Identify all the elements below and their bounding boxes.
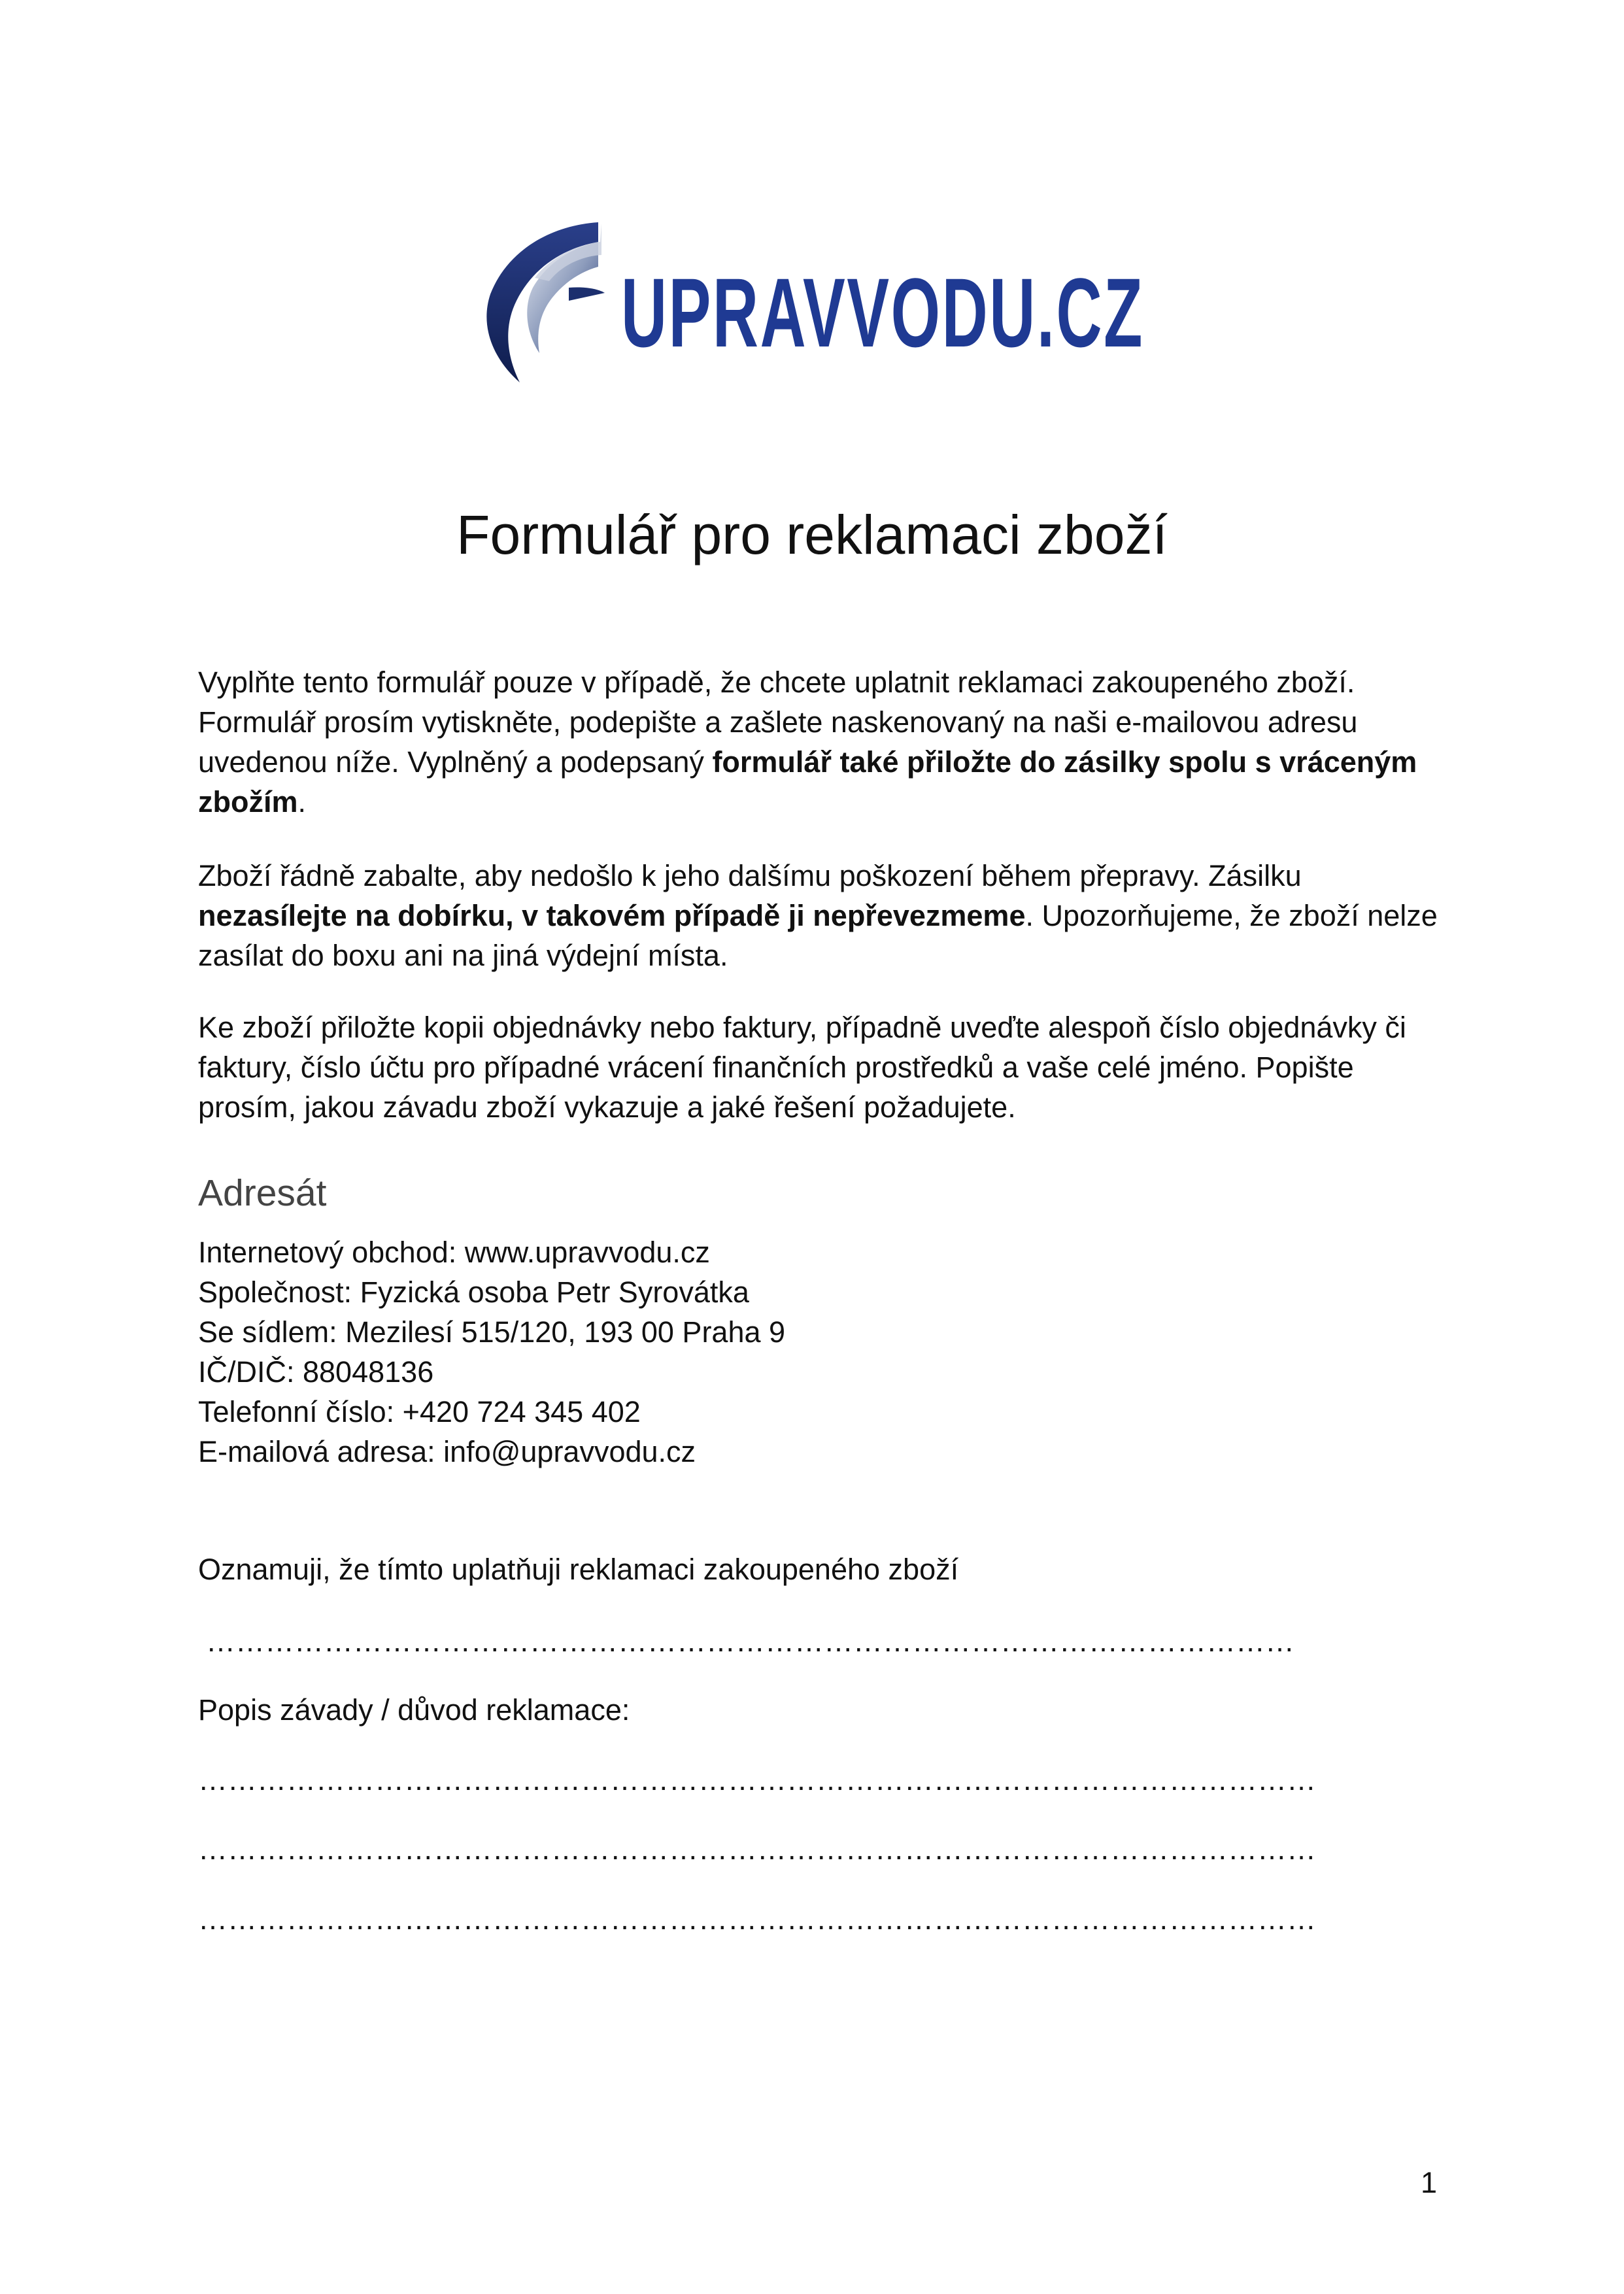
packaging-bold-text: nezasílejte na dobírku, v takovém případě ji nepřevezmeme [198,899,1026,932]
packaging-text-end: . Upozorňujeme, že zboží nelze zasílat do boxu ani na jiná výdejní místa. [198,899,1438,972]
page-number: 1 [1420,2166,1437,2199]
address-line-shop: Internetový obchod: www.upravvodu.cz [198,1236,710,1269]
defect-label: Popis závady / důvod reklamace: [198,1693,630,1727]
defect-fill-line-3[interactable]: …………………………………………………………………………………………………… [198,1902,1316,1936]
addressee-heading: Adresát [198,1172,327,1214]
packaging-paragraph [198,856,1440,975]
attachments-paragraph [198,1007,1440,1127]
logo-wordmark [621,258,1144,367]
defect-fill-line-1[interactable]: …………………………………………………………………………………………………… [198,1763,1316,1796]
goods-fill-line[interactable]: ………………………………………………………………………………………………… [206,1625,1294,1658]
page-title: Formulář pro reklamaci zboží [456,504,1168,565]
intro-paragraph [198,662,1440,822]
intro-text: Vyplňte tento formulář pouze v případě, že chcete uplatnit reklamaci zakoupeného zboží. Formulář prosím vytiskněte, podepište a zašlete naskenovaný na naši e-mailovou adresu uvedenou níže. Vyplněný a podepsaný [198,666,1358,779]
packaging-text: Zboží řádně zabalte, aby nedošlo k jeho dalšímu poškození během přepravy. Zásilku [198,859,1302,892]
address-line-email: E-mailová adresa: info@upravvodu.cz [198,1435,696,1468]
swoosh-logo-icon [471,216,1164,392]
defect-fill-line-2[interactable]: …………………………………………………………………………………………………… [198,1832,1316,1866]
address-block [198,1232,1440,1472]
address-line-seat: Se sídlem: Mezilesí 515/120, 193 00 Praha 9 [198,1315,786,1349]
address-line-phone: Telefonní číslo: +420 724 345 402 [198,1395,641,1428]
address-line-ids: IČ/DIČ: 88048136 [198,1355,434,1389]
company-logo [471,216,1164,392]
intro-bold-text: formulář také přiložte do zásilky spolu s vráceným zbožím [198,745,1417,818]
attachments-text: Ke zboží přiložte kopii objednávky nebo faktury, případně uveďte alespoň číslo objednávky či faktury, číslo účtu pro případné vrácení finančních prostředků a vaše celé jméno. Popište prosím, jakou závadu zboží vykazuje a jaké řešení požadujete. [198,1011,1406,1124]
intro-text-end: . [297,785,307,818]
declaration-text: Oznamuji, že tímto uplatňuji reklamaci zakoupeného zboží [198,1553,959,1586]
logo-text: UPRAVVODU.CZ [621,258,1144,367]
address-line-company: Společnost: Fyzická osoba Petr Syrovátka [198,1275,749,1309]
